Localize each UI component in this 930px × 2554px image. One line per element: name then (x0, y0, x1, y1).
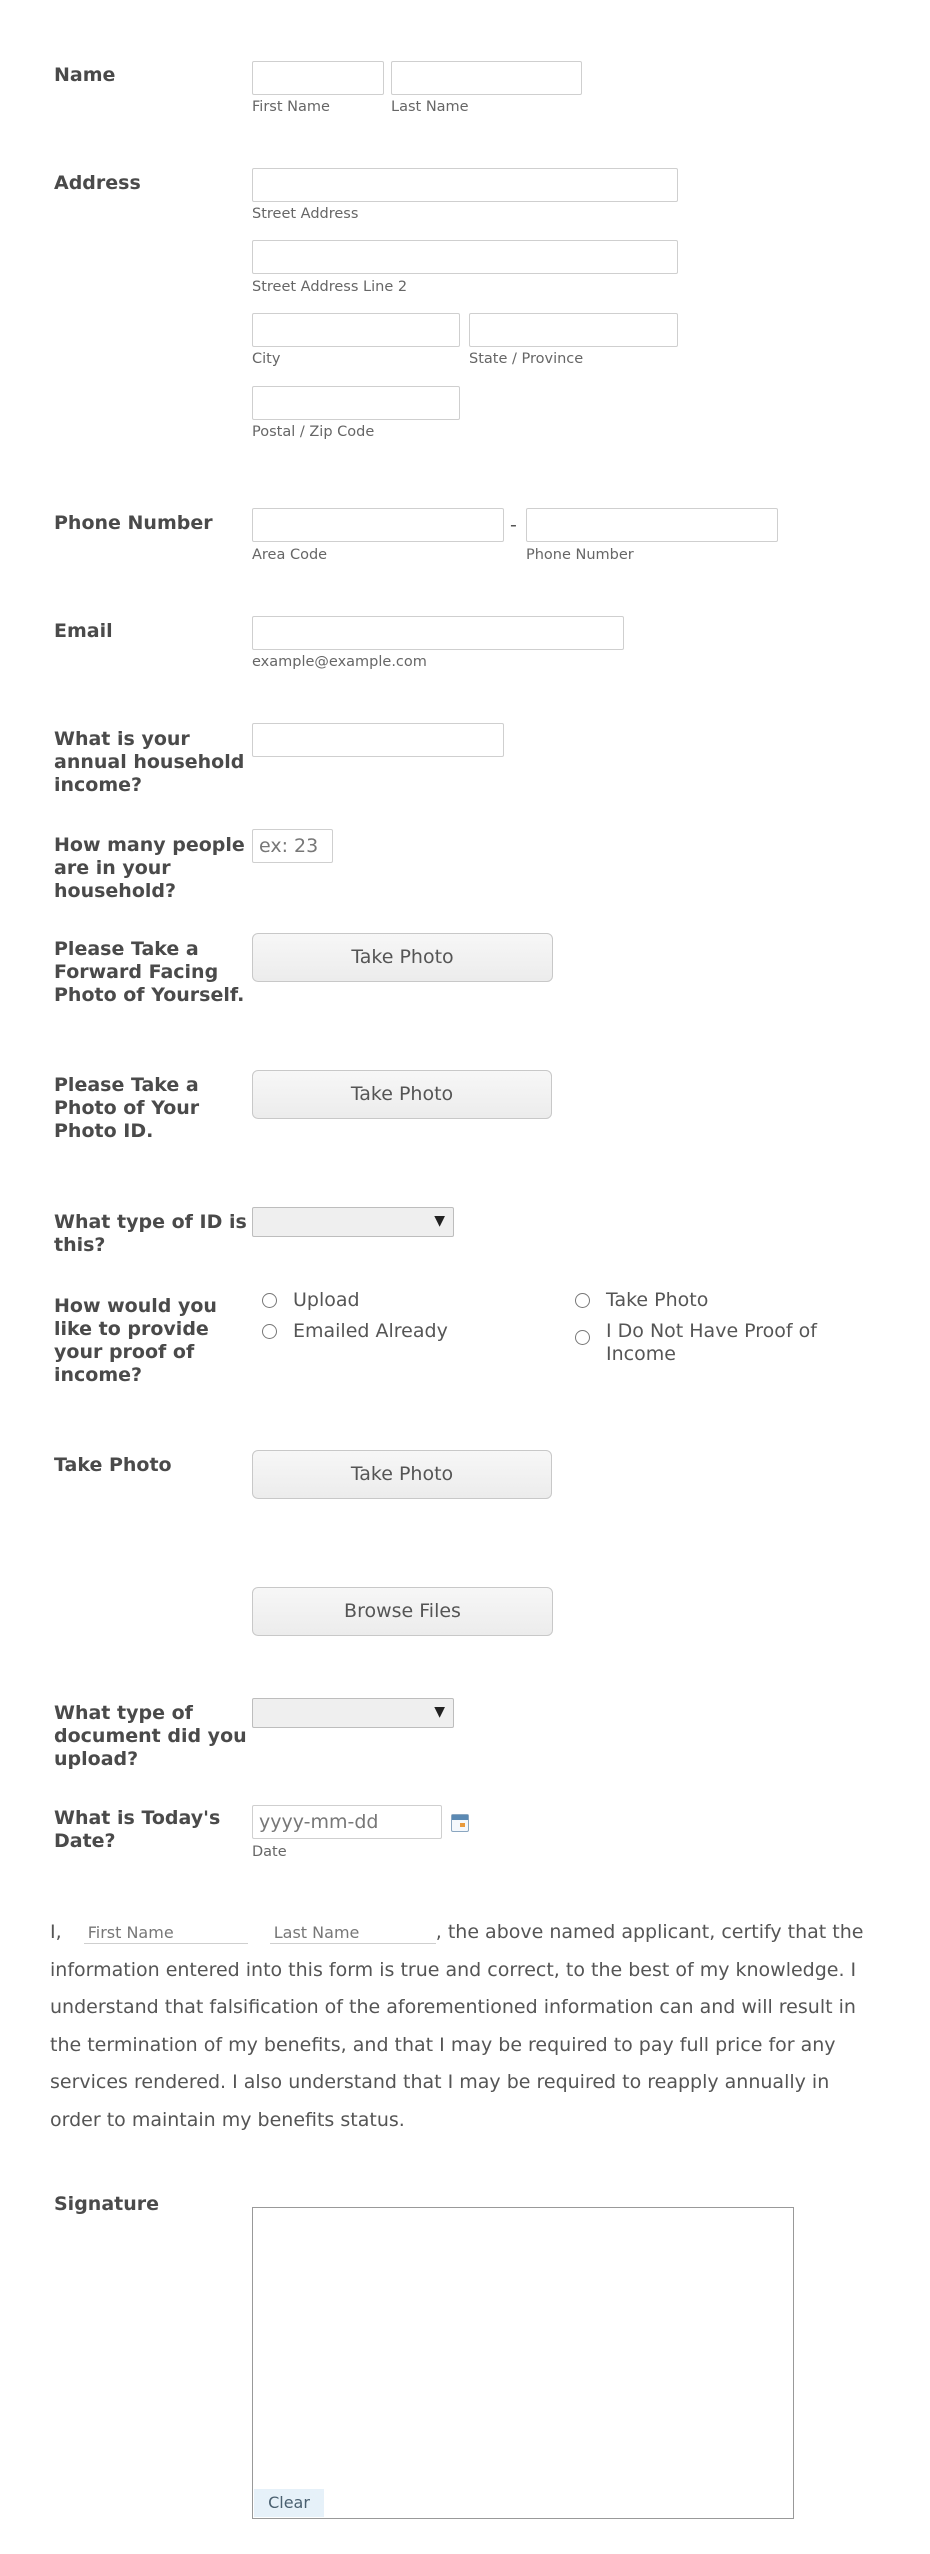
calendar-icon[interactable] (451, 1814, 469, 1832)
certification-paragraph: I, First Name Last Name , the above named applicant, certify that the information entered into this form is true and correct, to the best of my knowledge. I understand that falsification of the aforementioned information can and will result in the termination of my benefits, and that I may be required to pay full price for any services rendered. I also understand that I may be required to reapply annually in order to maintain my benefits status. (50, 1921, 864, 2131)
signature-pad[interactable] (252, 2207, 794, 2519)
last-name-sublabel: Last Name (391, 99, 469, 115)
state-sublabel: State / Province (469, 351, 584, 367)
browse-files-button[interactable]: Browse Files (252, 1587, 553, 1636)
city-sublabel: City (252, 351, 281, 367)
take-photo-id-button[interactable]: Take Photo (252, 1070, 552, 1119)
phone-separator: - (510, 514, 517, 536)
proof-option-no-proof[interactable]: I Do Not Have Proof of Income (575, 1320, 835, 1366)
street-address-line2-sublabel: Street Address Line 2 (252, 279, 408, 295)
take-photo-button[interactable]: Take Photo (252, 1450, 552, 1499)
radio-icon (575, 1330, 590, 1345)
state-input[interactable] (469, 313, 678, 347)
signature-label: Signature (54, 2193, 160, 2215)
proof-option-upload[interactable]: Upload (262, 1289, 360, 1312)
photo-id-label: Please Take a Photo of Your Photo ID. (54, 1074, 200, 1142)
zip-input[interactable] (252, 386, 460, 420)
id-type-select[interactable] (252, 1207, 454, 1237)
area-code-input[interactable] (252, 508, 504, 542)
certify-last-name-field[interactable]: Last Name (270, 1923, 436, 1944)
photo-self-label: Please Take a Forward Facing Photo of Yourself. (54, 938, 245, 1006)
email-input[interactable] (252, 616, 624, 650)
take-photo-label: Take Photo (54, 1454, 172, 1476)
street-address-line2-input[interactable] (252, 240, 678, 274)
take-photo-self-button[interactable]: Take Photo (252, 933, 553, 982)
chevron-down-icon: ▼ (434, 1213, 445, 1229)
first-name-sublabel: First Name (252, 99, 330, 115)
radio-icon (262, 1324, 277, 1339)
proof-option-emailed[interactable]: Emailed Already (262, 1320, 448, 1343)
street-address-input[interactable] (252, 168, 678, 202)
id-type-label: What type of ID is this? (54, 1211, 247, 1256)
income-label: What is your annual household income? (54, 728, 245, 796)
household-count-input[interactable] (252, 829, 333, 863)
email-sublabel: example@example.com (252, 654, 427, 670)
email-label: Email (54, 620, 113, 642)
phone-label: Phone Number (54, 512, 213, 534)
area-code-sublabel: Area Code (252, 547, 328, 563)
first-name-input[interactable] (252, 61, 384, 95)
last-name-input[interactable] (391, 61, 582, 95)
chevron-down-icon: ▼ (434, 1704, 445, 1720)
address-label: Address (54, 172, 141, 194)
date-input[interactable] (252, 1805, 442, 1839)
phone-number-sublabel: Phone Number (526, 547, 634, 563)
zip-sublabel: Postal / Zip Code (252, 424, 375, 440)
income-input[interactable] (252, 723, 504, 757)
date-sublabel: Date (252, 1844, 287, 1860)
street-address-sublabel: Street Address (252, 206, 359, 222)
household-label: How many people are in your household? (54, 834, 245, 902)
doc-type-select[interactable] (252, 1698, 454, 1728)
phone-number-input[interactable] (526, 508, 778, 542)
city-input[interactable] (252, 313, 460, 347)
radio-icon (575, 1293, 590, 1308)
name-label: Name (54, 64, 116, 86)
certify-first-name-field[interactable]: First Name (84, 1923, 248, 1944)
radio-icon (262, 1293, 277, 1308)
date-label: What is Today's Date? (54, 1807, 221, 1852)
doc-type-label: What type of document did you upload? (54, 1702, 247, 1770)
proof-label: How would you like to provide your proof of income? (54, 1295, 217, 1386)
proof-option-take-photo[interactable]: Take Photo (575, 1289, 708, 1312)
clear-signature-button[interactable]: Clear (254, 2489, 324, 2517)
